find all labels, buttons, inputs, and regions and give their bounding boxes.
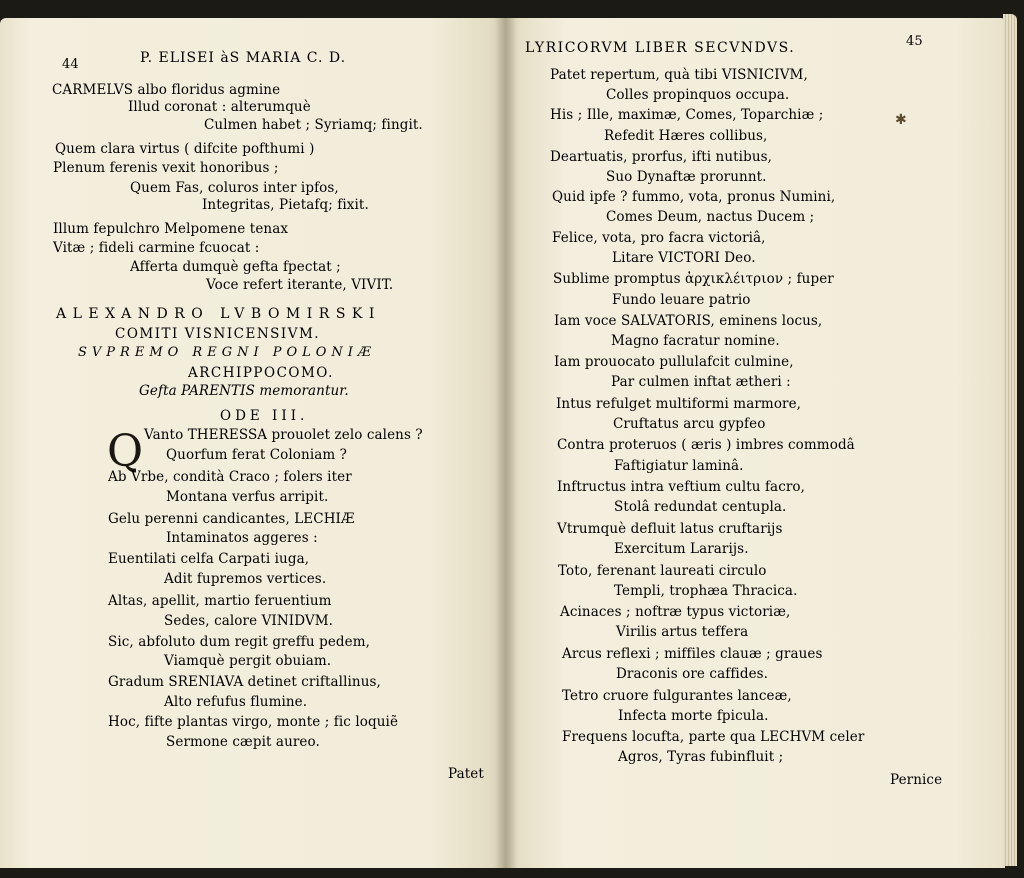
verse-line: Acinaces ; noftræ typus victoriæ, <box>560 604 791 620</box>
verse-line: His ; Ille, maximæ, Comes, Toparchiæ ; <box>550 107 824 123</box>
right-catchword: Pernice <box>890 772 943 788</box>
verse-line: Infecta morte fpicula. <box>618 708 769 724</box>
poem-line: Integritas, Pietafq; fixit. <box>202 197 369 213</box>
right-page-number: 45 <box>906 34 923 49</box>
verse-line: Faftigiatur laminâ. <box>614 458 744 474</box>
verse-line: Iam voce SALVATORIS, eminens locus, <box>554 313 823 329</box>
dedication-name: ALEXANDRO LVBOMIRSKI <box>56 306 381 322</box>
ode-line: Vanto THERESSA prouolet zelo calens ? <box>144 427 423 443</box>
verse-line: Toto, ferenant laureati circulo <box>558 563 767 579</box>
verse-line: Par culmen inftat ætheri : <box>611 374 791 390</box>
verse-line: Stolâ redundat centupla. <box>614 499 787 515</box>
poem-line: Afferta dumquè gefta fpectat ; <box>130 259 341 275</box>
ode-line: Quorfum ferat Coloniam ? <box>166 447 348 463</box>
verse-line: Contra proteruos ( æris ) imbres commodâ <box>557 437 855 453</box>
poem-line: Plenum ferenis vexit honoribus ; <box>53 160 279 176</box>
poem-line: Illud coronat : alterumquè <box>128 99 311 115</box>
drop-cap: Q <box>107 426 144 477</box>
ode-title: ODE III. <box>220 408 309 424</box>
ode-line: Euentilati celfa Carpati iuga, <box>108 551 310 567</box>
ode-line: Viamquè pergit obuiam. <box>164 653 332 669</box>
left-running-head: P. ELISEI àS MARIA C. D. <box>140 50 347 66</box>
verse-line: Frequens locufta, parte qua LECHVM celer <box>562 729 865 745</box>
poem-line: Quem Fas, coluros inter ipfos, <box>130 180 339 196</box>
poem-line: CARMELVS albo floridus agmine <box>52 82 281 98</box>
right-running-head: LYRICORVM LIBER SECVNDVS. <box>525 40 796 56</box>
verse-line: Exercitum Lararijs. <box>614 541 749 557</box>
ode-line: Alto refufus flumine. <box>164 694 308 710</box>
page-edges <box>1003 14 1017 866</box>
verse-line: Litare VICTORI Deo. <box>612 250 756 266</box>
verse-line: Tetro cruore fulgurantes lanceæ, <box>562 688 792 704</box>
dedication-office-2: ARCHIPPOCOMO. <box>188 365 334 381</box>
verse-line: Deartuatis, prorfus, ifti nutibus, <box>550 149 773 165</box>
poem-line: Voce refert iterante, VIVIT. <box>206 277 394 293</box>
ode-line: Montana verfus arripit. <box>166 489 329 505</box>
verse-line: Arcus reflexi ; miffiles clauæ ; graues <box>562 646 823 662</box>
verse-line: Intus refulget multiformi marmore, <box>556 396 802 412</box>
verse-line: Iam prouocato pullulafcit culmine, <box>554 354 794 370</box>
verse-line: Vtrumquè defluit latus cruftarijs <box>557 521 783 537</box>
dedication-title: COMITI VISNICENSIVM. <box>115 326 321 342</box>
verse-line: Fundo leuare patrio <box>612 292 751 308</box>
ode-line: Gradum SRENIAVA detinet criftallinus, <box>108 674 381 690</box>
poem-line: Culmen habet ; Syriamq; fingit. <box>204 117 423 133</box>
verse-line: Virilis artus teffera <box>616 624 749 640</box>
ode-line: Intaminatos aggeres : <box>166 530 318 546</box>
verse-line: Suo Dynaftæ prorunnt. <box>606 169 767 185</box>
dedication-subtitle: Gefta PARENTIS memorantur. <box>139 383 349 399</box>
verse-line: Quid ipfe ? fummo, vota, pronus Numini, <box>552 189 836 205</box>
verse-line: Comes Deum, nactus Ducem ; <box>606 209 815 225</box>
ode-line: Adit fupremos vertices. <box>164 571 327 587</box>
verse-line: Agros, Tyras fubinfluit ; <box>618 749 784 765</box>
ink-mark-icon: ✱ <box>895 112 907 128</box>
ode-line: Altas, apellit, martio feruentium <box>108 593 332 609</box>
verse-line: Felice, vota, pro facra victoriâ, <box>552 230 766 246</box>
book-gutter <box>495 18 517 868</box>
verse-line: Patet repertum, quà tibi VISNICIVM, <box>550 67 808 83</box>
verse-line: Magno facratur nomine. <box>611 333 780 349</box>
verse-line: Cruftatus arcu gypfeo <box>613 416 766 432</box>
poem-line: Quem clara virtus ( difcite pofthumi ) <box>55 141 315 157</box>
ode-line: Sermone cæpit aureo. <box>166 734 320 750</box>
ode-line: Sedes, calore VINIDVM. <box>164 613 334 629</box>
ode-line: Ab Vrbe, condità Craco ; folers iter <box>108 469 352 485</box>
poem-line: Vitæ ; fideli carmine fcuocat : <box>53 240 260 256</box>
verse-line: Sublime promptus ἀρχικλέιτριον ; fuper <box>553 271 834 287</box>
verse-line: Draconis ore caffides. <box>616 666 769 682</box>
verse-line: Colles propinquos occupa. <box>606 87 790 103</box>
left-page-number: 44 <box>62 57 79 72</box>
poem-line: Illum fepulchro Melpomene tenax <box>53 221 289 237</box>
dedication-office: SVPREMO REGNI POLONIÆ <box>78 345 376 360</box>
verse-line: Inftructus intra veftium cultu facro, <box>557 479 806 495</box>
ode-line: Hoc, fifte plantas virgo, monte ; fic loquiẽ <box>108 714 399 730</box>
verse-line: Templi, trophæa Thracica. <box>614 583 798 599</box>
ode-line: Gelu perenni candicantes, LECHIÆ <box>108 511 355 527</box>
left-catchword: Patet <box>448 766 484 782</box>
verse-line: Refedit Hæres collibus, <box>604 128 768 144</box>
ode-line: Sic, abfoluto dum regit greffu pedem, <box>108 634 371 650</box>
